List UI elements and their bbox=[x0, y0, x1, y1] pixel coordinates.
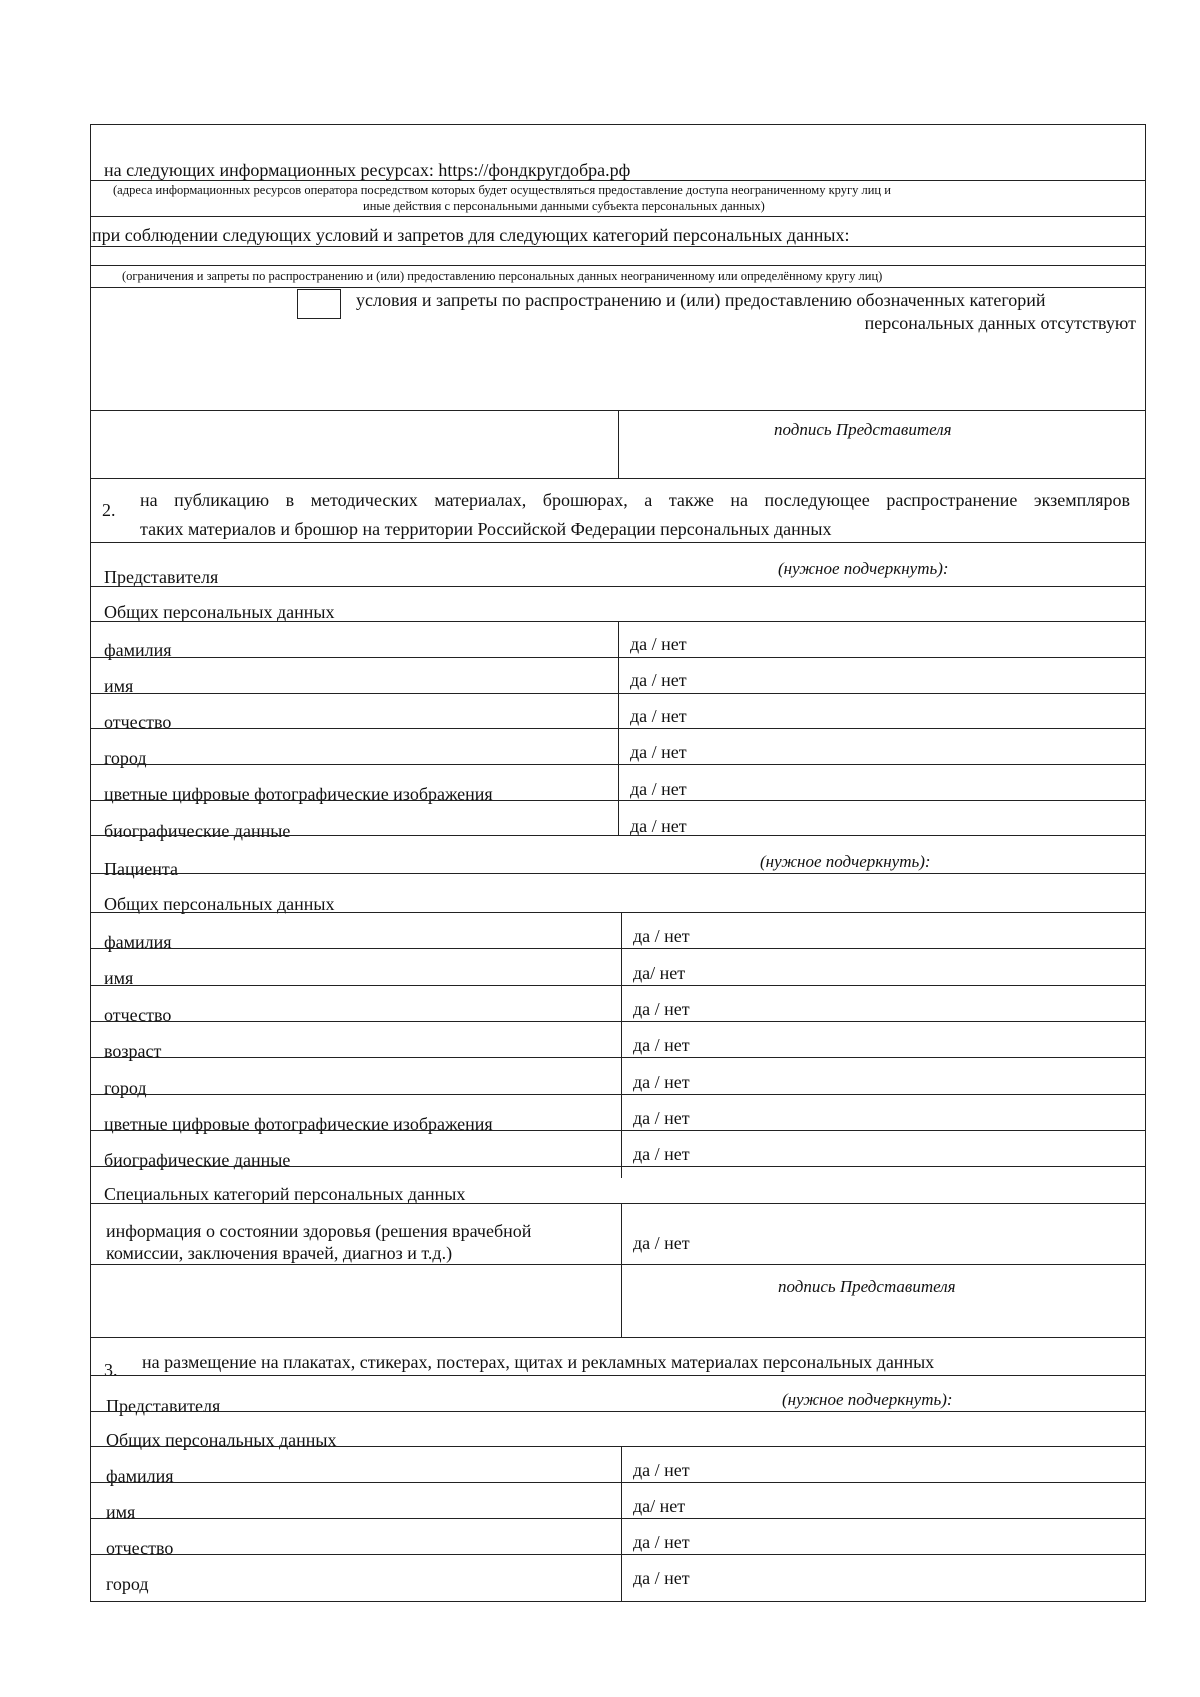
no-restrictions-checkbox[interactable] bbox=[297, 289, 341, 319]
divider bbox=[90, 1554, 1146, 1555]
section-heading-line-1: на публикацию в методических материалах, брошюрах, а также на последующее распространение экземпляров bbox=[140, 490, 1130, 510]
row-value[interactable]: да / нет bbox=[633, 1108, 690, 1128]
checkbox-label-line-1: условия и запреты по распространению и (или) предоставлению обозначенных категорий bbox=[356, 290, 1046, 310]
divider bbox=[90, 216, 1146, 217]
divider bbox=[90, 800, 1146, 801]
row-label: город bbox=[104, 748, 147, 768]
divider bbox=[90, 1057, 1146, 1058]
general-data-label: Общих персональных данных bbox=[106, 1430, 337, 1450]
general-data-label: Общих персональных данных bbox=[104, 894, 335, 914]
row-label: фамилия bbox=[104, 640, 172, 660]
underline-hint: (нужное подчеркнуть): bbox=[778, 559, 949, 578]
divider bbox=[90, 1375, 1146, 1376]
divider bbox=[90, 1094, 1146, 1095]
section-number: 2. bbox=[102, 500, 116, 520]
section-heading: на размещение на плакатах, стикерах, постерах, щитах и рекламных материалах персональных данных bbox=[142, 1352, 935, 1372]
divider bbox=[90, 728, 1146, 729]
row-value[interactable]: да / нет bbox=[630, 742, 687, 762]
general-data-label: Общих персональных данных bbox=[104, 602, 335, 622]
row-value[interactable]: да / нет bbox=[633, 926, 690, 946]
divider bbox=[90, 985, 1146, 986]
representative-label: Представителя bbox=[104, 567, 219, 587]
divider bbox=[90, 693, 1146, 694]
divider bbox=[90, 265, 1146, 266]
row-value[interactable]: да / нет bbox=[630, 816, 687, 836]
divider bbox=[90, 948, 1146, 949]
divider bbox=[90, 1446, 1146, 1447]
row-label: возраст bbox=[104, 1041, 162, 1061]
row-value[interactable]: да / нет bbox=[633, 1072, 690, 1092]
divider bbox=[90, 478, 1146, 479]
conditions-line: при соблюдении следующих условий и запретов для следующих категорий персональных данных: bbox=[92, 225, 850, 245]
row-value[interactable]: да / нет bbox=[633, 1144, 690, 1164]
underline-hint: (нужное подчеркнуть): bbox=[760, 852, 931, 871]
special-data-label: Специальных категорий персональных данных bbox=[104, 1184, 466, 1204]
divider bbox=[90, 1166, 1146, 1167]
row-value[interactable]: да / нет bbox=[630, 779, 687, 799]
row-label: имя bbox=[104, 676, 134, 696]
divider bbox=[90, 835, 1146, 836]
row-value[interactable]: да / нет bbox=[630, 670, 687, 690]
row-value[interactable]: да / нет bbox=[633, 1568, 690, 1588]
underline-hint: (нужное подчеркнуть): bbox=[782, 1390, 953, 1409]
row-value[interactable]: да / нет bbox=[633, 1532, 690, 1552]
row-label: имя bbox=[106, 1502, 136, 1522]
row-label: отчество bbox=[104, 1005, 172, 1025]
divider bbox=[90, 287, 1146, 288]
divider bbox=[90, 1482, 1146, 1483]
row-label: фамилия bbox=[104, 932, 172, 952]
row-label: город bbox=[104, 1078, 147, 1098]
row-label: фамилия bbox=[106, 1466, 174, 1486]
row-value[interactable]: да/ нет bbox=[633, 963, 686, 983]
divider bbox=[90, 542, 1146, 543]
row-value[interactable]: да / нет bbox=[630, 706, 687, 726]
signature-label: подпись Представителя bbox=[778, 1277, 956, 1296]
row-value[interactable]: да / нет bbox=[633, 1035, 690, 1055]
form-frame bbox=[90, 124, 1146, 1602]
resources-note-line-1: (адреса информационных ресурсов оператора посредством которых будет осуществляться предоставление доступа неограниченному кругу лиц и bbox=[113, 183, 891, 197]
divider bbox=[90, 246, 1146, 247]
divider bbox=[90, 1264, 1146, 1265]
resources-line: на следующих информационных ресурсах: https://фондкругдобра.рф bbox=[104, 160, 631, 180]
row-value[interactable]: да / нет bbox=[633, 1233, 690, 1253]
divider bbox=[90, 1411, 1146, 1412]
divider bbox=[90, 764, 1146, 765]
row-label: отчество bbox=[104, 712, 172, 732]
divider bbox=[90, 1021, 1146, 1022]
section-number: 3. bbox=[104, 1360, 118, 1380]
patient-label: Пациента bbox=[104, 859, 178, 879]
divider bbox=[90, 180, 1146, 181]
row-value[interactable]: да / нет bbox=[633, 999, 690, 1019]
column-divider bbox=[621, 912, 622, 1178]
column-divider bbox=[618, 410, 619, 478]
representative-label: Представителя bbox=[106, 1396, 221, 1416]
column-divider bbox=[621, 1446, 622, 1602]
row-label: биографические данные bbox=[104, 821, 291, 841]
row-value[interactable]: да/ нет bbox=[633, 1496, 686, 1516]
divider bbox=[90, 657, 1146, 658]
row-value[interactable]: да / нет bbox=[633, 1460, 690, 1480]
row-label: город bbox=[106, 1574, 149, 1594]
health-info-line-2: комиссии, заключения врачей, диагноз и т.д.) bbox=[106, 1243, 453, 1263]
divider bbox=[90, 1130, 1146, 1131]
checkbox-label-line-2: персональных данных отсутствуют bbox=[864, 313, 1136, 333]
divider bbox=[90, 1337, 1146, 1338]
restrictions-note: (ограничения и запреты по распространению и (или) предоставлению персональных данных неограниченному или определённому кругу лиц) bbox=[122, 269, 883, 283]
health-info-line-1: информация о состоянии здоровья (решения врачебной bbox=[106, 1221, 532, 1241]
row-label: цветные цифровые фотографические изображения bbox=[104, 784, 493, 804]
divider bbox=[90, 912, 1146, 913]
divider bbox=[90, 1518, 1146, 1519]
divider bbox=[90, 1203, 1146, 1204]
signature-label: подпись Представителя bbox=[774, 420, 952, 439]
row-label: цветные цифровые фотографические изображения bbox=[104, 1114, 493, 1134]
resources-note-line-2: иные действия с персональными данными субъекта персональных данных) bbox=[363, 199, 765, 213]
row-label: отчество bbox=[106, 1538, 174, 1558]
column-divider bbox=[621, 1203, 622, 1337]
section-heading-line-2: таких материалов и брошюр на территории Российской Федерации персональных данных bbox=[140, 519, 832, 539]
divider bbox=[90, 586, 1146, 587]
row-value[interactable]: да / нет bbox=[630, 634, 687, 654]
divider bbox=[90, 873, 1146, 874]
row-label: биографические данные bbox=[104, 1150, 291, 1170]
row-label: имя bbox=[104, 968, 134, 988]
